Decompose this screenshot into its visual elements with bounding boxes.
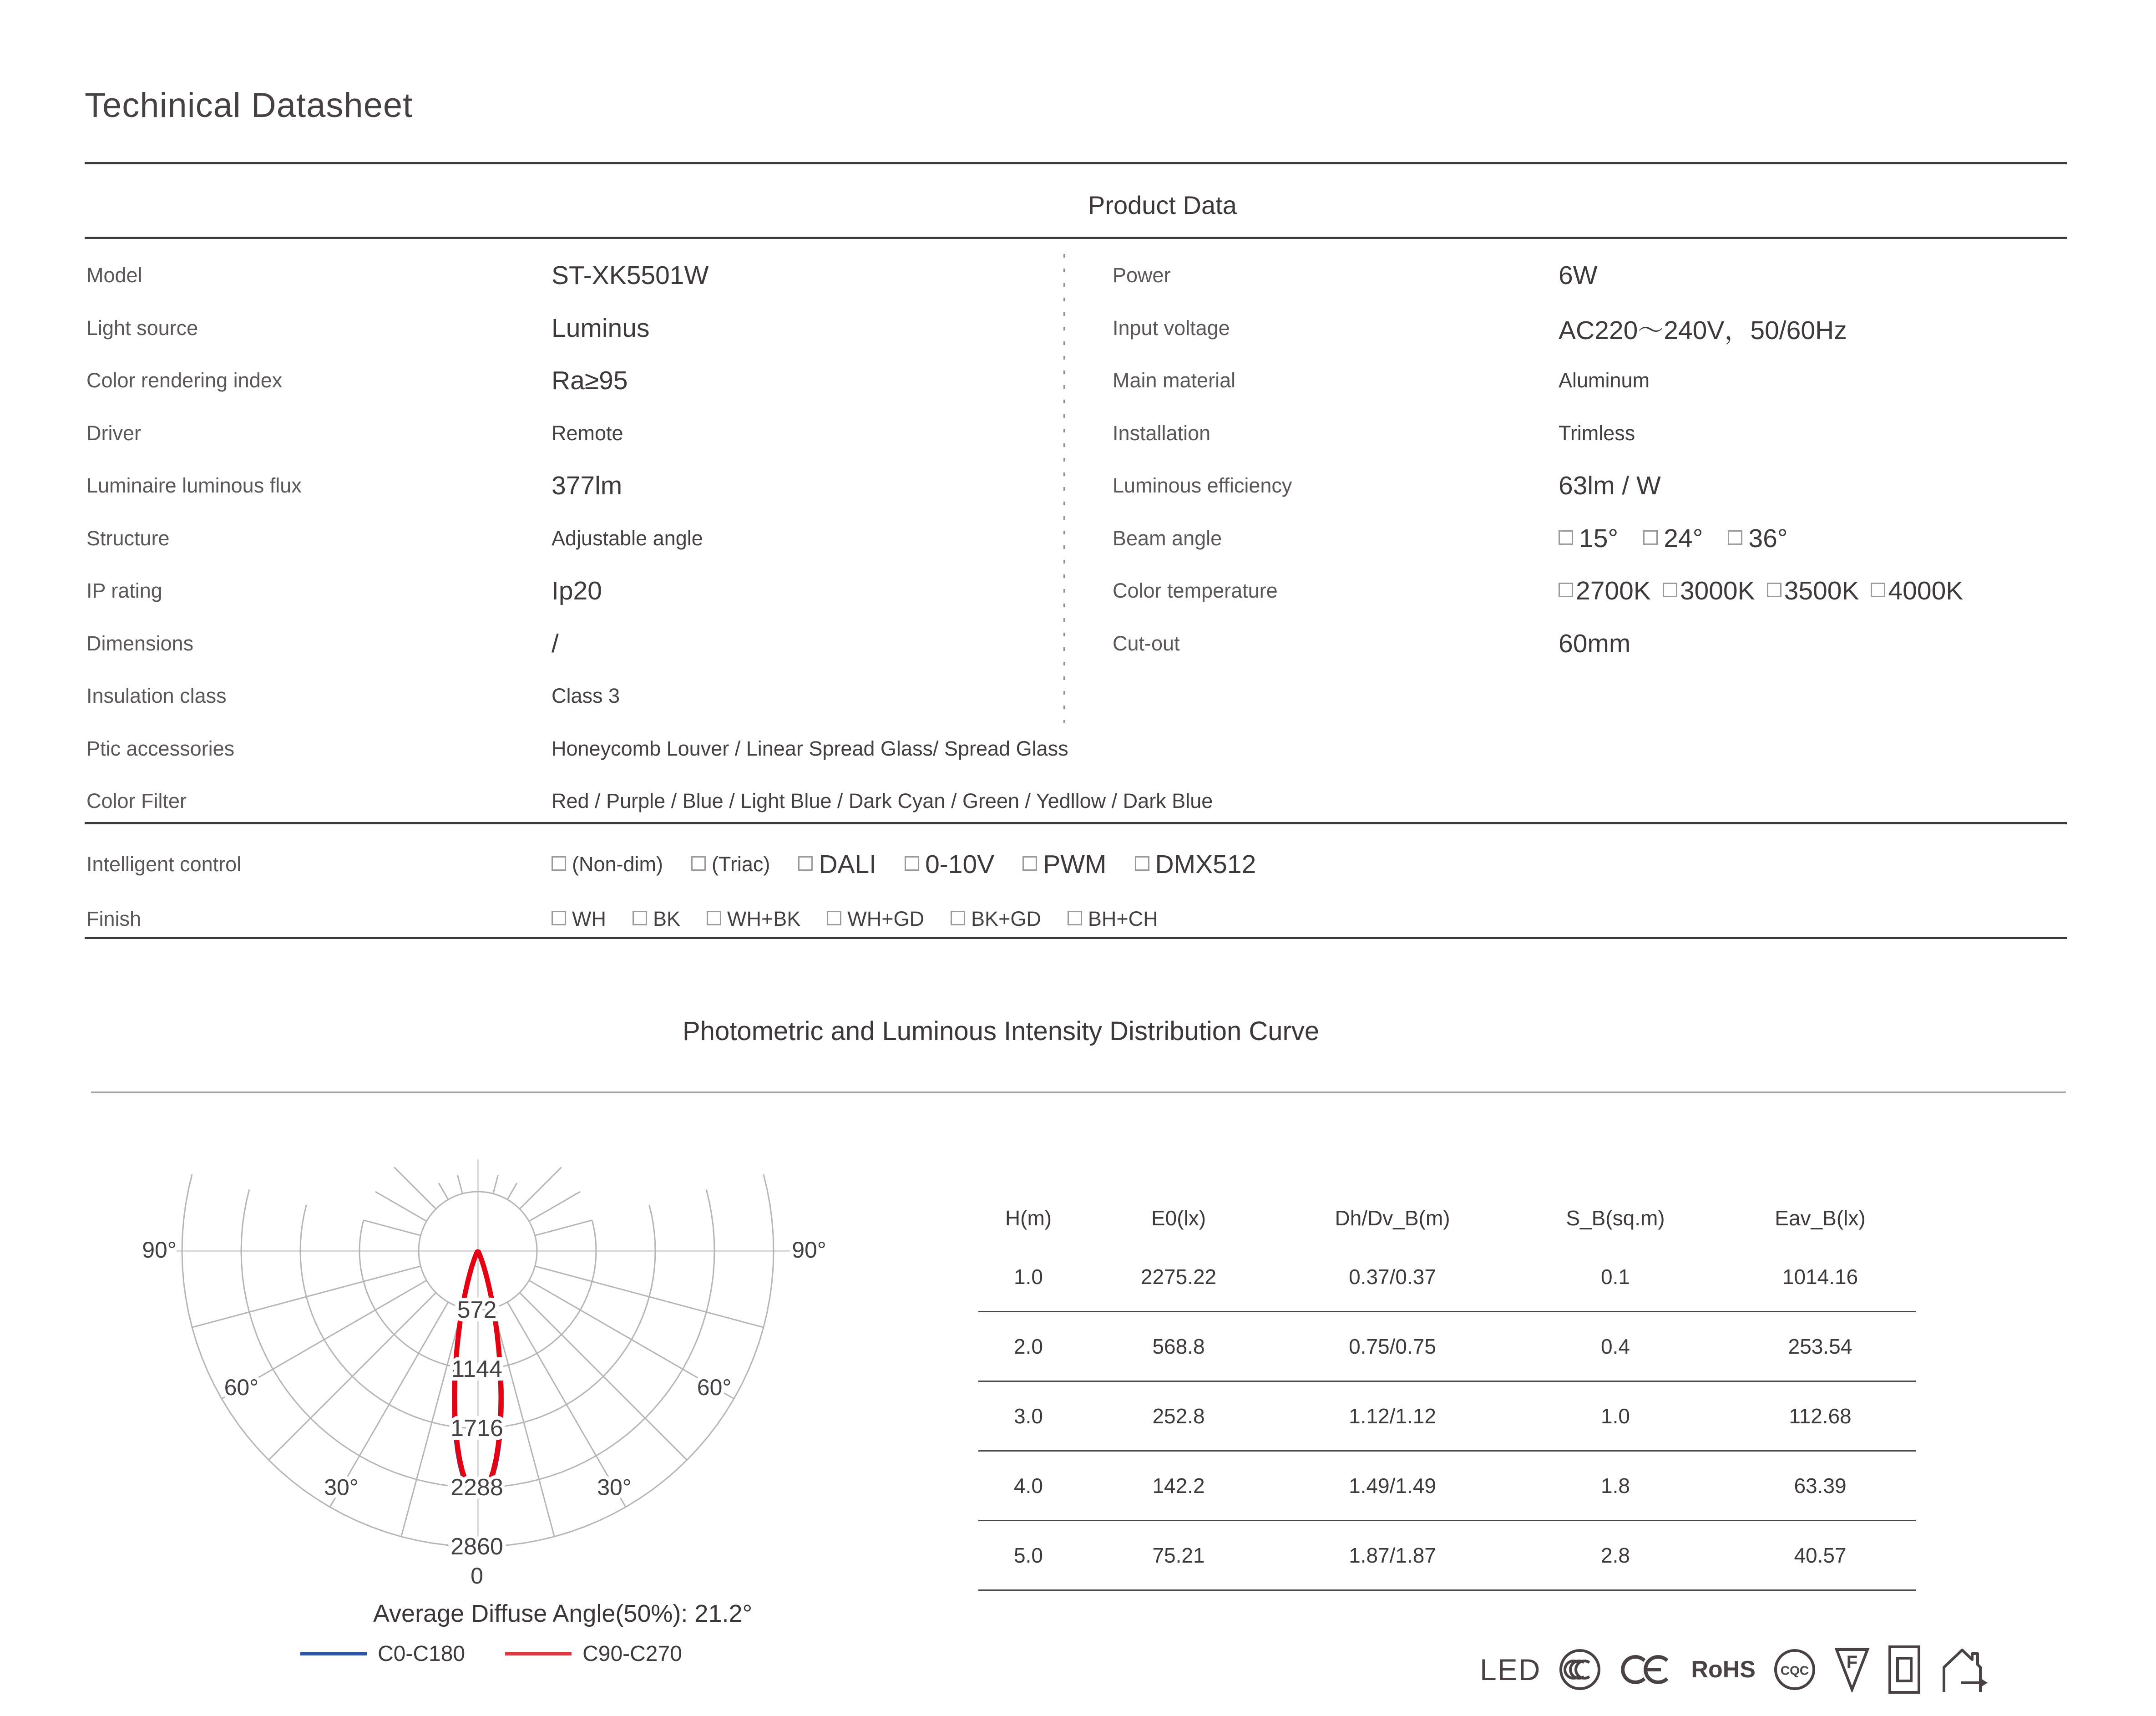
upper-spoke bbox=[375, 1192, 427, 1221]
separator-line-lower bbox=[85, 937, 2067, 939]
upper-spoke bbox=[529, 1192, 581, 1221]
spec-value-text: Luminus bbox=[552, 313, 650, 343]
cqc-mark-icon bbox=[1773, 1648, 1817, 1691]
checkbox-icon bbox=[691, 856, 706, 871]
spec-value-text: Adjustable angle bbox=[552, 526, 703, 550]
option-label: (Triac) bbox=[712, 853, 770, 876]
table-cell: 5.0 bbox=[1014, 1543, 1043, 1567]
table-cell: 2.8 bbox=[1601, 1543, 1630, 1567]
table-row bbox=[1113, 512, 1788, 565]
checkbox-option bbox=[1871, 576, 1963, 606]
option-label: 24° bbox=[1664, 523, 1703, 553]
checkbox-icon bbox=[707, 911, 721, 925]
spec-value bbox=[552, 737, 1068, 761]
table-cell: 1.0 bbox=[1014, 1265, 1043, 1289]
legend-label: C90-C270 bbox=[582, 1642, 682, 1666]
table-row bbox=[86, 354, 628, 407]
option-label: DALI bbox=[819, 850, 877, 879]
separator-line-upper bbox=[85, 822, 2067, 824]
option-label: 3500K bbox=[1784, 576, 1859, 605]
angle-label-90-left: 90° bbox=[142, 1237, 177, 1263]
table-row bbox=[978, 1521, 1916, 1591]
checkbox-icon bbox=[1643, 530, 1658, 545]
option-label: 4000K bbox=[1888, 576, 1964, 605]
upper-tick bbox=[439, 1183, 448, 1199]
table-row bbox=[978, 1312, 1916, 1382]
option-label: 0-10V bbox=[925, 850, 995, 879]
class-ii-icon bbox=[1888, 1645, 1921, 1695]
spec-label: Model bbox=[86, 264, 142, 287]
cert-item bbox=[1834, 1647, 1870, 1692]
option-label: 36° bbox=[1748, 523, 1788, 553]
spec-label: Driver bbox=[86, 421, 141, 445]
table-cell: 1014.16 bbox=[1782, 1265, 1858, 1289]
table-cell: 1.0 bbox=[1601, 1404, 1630, 1428]
spec-value-text: 63lm / W bbox=[1559, 471, 1661, 500]
table-cell: 75.21 bbox=[1152, 1543, 1205, 1567]
spec-value-text: 377lm bbox=[552, 471, 623, 500]
table-row bbox=[1113, 249, 1598, 302]
ring-value-label: 2860 bbox=[450, 1533, 503, 1560]
option-label: WH bbox=[572, 907, 606, 930]
ring-value-label: 2288 bbox=[450, 1474, 503, 1501]
table-row bbox=[86, 302, 649, 355]
spec-value bbox=[552, 907, 1158, 931]
table-cell: 568.8 bbox=[1152, 1335, 1205, 1358]
legend-line-swatch bbox=[505, 1652, 572, 1655]
checkbox-option bbox=[552, 907, 606, 931]
checkbox-icon bbox=[1135, 856, 1149, 871]
spec-value-text: Aluminum bbox=[1559, 369, 1650, 392]
polar-distribution-chart bbox=[91, 1106, 865, 1598]
rohs-text-icon: RoHS bbox=[1691, 1656, 1756, 1683]
table-cell: 0.37/0.37 bbox=[1349, 1265, 1436, 1289]
checkbox-option bbox=[951, 907, 1041, 931]
checkbox-icon bbox=[552, 856, 566, 871]
angle-label-60-right: 60° bbox=[697, 1375, 732, 1400]
ring-value-label: 1144 bbox=[451, 1356, 502, 1382]
table-cell: 2.0 bbox=[1014, 1335, 1043, 1358]
checkbox-icon bbox=[1559, 530, 1573, 545]
option-label: 2700K bbox=[1576, 576, 1651, 605]
column-header: Dh/Dv_B(m) bbox=[1335, 1206, 1450, 1230]
spec-value-text: 60mm bbox=[1559, 629, 1631, 658]
f-mark-icon bbox=[1834, 1647, 1870, 1692]
table-row bbox=[1113, 564, 1963, 617]
table-cell: 1.12/1.12 bbox=[1349, 1404, 1436, 1428]
spoke-45 bbox=[268, 1293, 436, 1460]
photometric-rule bbox=[91, 1092, 2066, 1093]
checkbox-option bbox=[1643, 523, 1703, 553]
table-cell: 0.4 bbox=[1601, 1335, 1630, 1358]
legend-item bbox=[505, 1641, 682, 1666]
spec-value-text: Honeycomb Louver / Linear Spread Glass/ Spread Glass bbox=[552, 736, 1068, 760]
chart-legend bbox=[300, 1641, 682, 1666]
option-label: BK+GD bbox=[971, 907, 1041, 930]
table-cell: 1.8 bbox=[1601, 1474, 1630, 1498]
upper-tick bbox=[507, 1183, 517, 1199]
legend-item bbox=[300, 1641, 465, 1666]
checkbox-icon bbox=[1022, 856, 1037, 871]
upper-spoke bbox=[520, 1167, 562, 1209]
ring-value-label: 572 bbox=[457, 1297, 497, 1323]
spec-value-text: Ip20 bbox=[552, 576, 602, 605]
table-cell: 1.87/1.87 bbox=[1349, 1543, 1436, 1567]
spec-label: Beam angle bbox=[1113, 526, 1222, 550]
checkbox-icon bbox=[1728, 530, 1742, 545]
product-data-heading: Product Data bbox=[1088, 191, 1237, 219]
checkbox-option bbox=[1728, 523, 1787, 553]
table-cell: 142.2 bbox=[1152, 1474, 1205, 1498]
option-label: (Non-dim) bbox=[572, 853, 663, 876]
table-cell: 112.68 bbox=[1789, 1404, 1852, 1428]
table-row bbox=[1113, 459, 1661, 512]
spec-label: Color temperature bbox=[1113, 579, 1278, 602]
table-cell: 3.0 bbox=[1014, 1404, 1043, 1428]
checkbox-option bbox=[798, 849, 876, 879]
spec-label: Ptic accessories bbox=[86, 736, 235, 760]
spec-value-text: AC220～240V，50/60Hz bbox=[1559, 315, 1847, 345]
average-diffuse-angle-note: Average Diffuse Angle(50%): 21.2° bbox=[373, 1600, 753, 1627]
checkbox-icon bbox=[1767, 583, 1781, 597]
table-cell: 253.54 bbox=[1788, 1335, 1852, 1358]
spec-label: Input voltage bbox=[1113, 316, 1230, 340]
checkbox-icon bbox=[552, 911, 566, 925]
checkbox-icon bbox=[1559, 583, 1573, 597]
option-label: DMX512 bbox=[1155, 850, 1256, 879]
table-cell: 4.0 bbox=[1014, 1474, 1043, 1498]
spec-label: Cut-out bbox=[1113, 631, 1180, 655]
spec-value-text: Trimless bbox=[1559, 421, 1635, 445]
column-header: H(m) bbox=[1005, 1206, 1052, 1230]
checkbox-icon bbox=[633, 911, 647, 925]
spec-label: Luminaire luminous flux bbox=[86, 474, 302, 497]
cert-item bbox=[1619, 1648, 1674, 1691]
spec-value bbox=[552, 366, 628, 396]
table-row bbox=[86, 407, 623, 460]
option-label: PWM bbox=[1043, 850, 1107, 879]
spec-value-text: ST-XK5501W bbox=[552, 261, 709, 290]
spoke-45 bbox=[520, 1293, 687, 1460]
table-row bbox=[86, 670, 620, 722]
table-cell: 0.75/0.75 bbox=[1349, 1335, 1436, 1358]
led-text-icon: LED bbox=[1480, 1653, 1541, 1686]
spec-value bbox=[552, 471, 622, 501]
table-row bbox=[978, 1382, 1916, 1452]
spec-value bbox=[552, 629, 559, 659]
spec-value bbox=[1559, 369, 1650, 392]
option-label: 3000K bbox=[1680, 576, 1755, 605]
spoke-75 bbox=[535, 1266, 764, 1328]
product-header-rule bbox=[85, 237, 2067, 239]
table-row bbox=[1113, 617, 1630, 670]
checkbox-icon bbox=[1663, 583, 1677, 597]
spec-value-text: Red / Purple / Blue / Light Blue / Dark Cyan / Green / Yedllow / Dark Blue bbox=[552, 789, 1213, 812]
option-label: WH+BK bbox=[727, 907, 801, 930]
photometric-heading: Photometric and Luminous Intensity Distribution Curve bbox=[683, 1016, 1320, 1046]
upper-tick bbox=[457, 1175, 462, 1194]
ce-mark-icon bbox=[1619, 1648, 1674, 1691]
checkbox-icon bbox=[951, 911, 965, 925]
spec-label: Finish bbox=[86, 907, 142, 930]
spoke-75 bbox=[192, 1266, 420, 1328]
spec-label: Light source bbox=[86, 316, 198, 340]
angle-label-0: 0 bbox=[471, 1563, 483, 1589]
checkbox-option bbox=[1767, 576, 1859, 606]
table-row bbox=[978, 1243, 1916, 1312]
table-row bbox=[86, 564, 602, 617]
table-cell: 0.1 bbox=[1601, 1265, 1630, 1289]
spec-value bbox=[552, 849, 1256, 879]
legend-label: C0-C180 bbox=[378, 1642, 466, 1666]
angle-label-30-right: 30° bbox=[597, 1474, 632, 1500]
table-row bbox=[86, 512, 703, 565]
spec-value-text: 6W bbox=[1559, 261, 1598, 290]
ccc-mark-icon bbox=[1558, 1648, 1602, 1691]
title-underline bbox=[85, 162, 2067, 164]
table-header-row bbox=[978, 1193, 1916, 1243]
table-row bbox=[1113, 302, 1847, 355]
upper-spoke bbox=[364, 1220, 421, 1236]
checkbox-option bbox=[905, 849, 994, 879]
checkbox-option bbox=[691, 853, 770, 876]
spec-value-text: / bbox=[552, 629, 559, 658]
column-divider-dotted bbox=[1063, 254, 1065, 723]
spec-value-text: Ra≥95 bbox=[552, 366, 628, 395]
table-row bbox=[1113, 354, 1650, 407]
photometric-data-table bbox=[978, 1193, 1916, 1591]
table-cell: 40.57 bbox=[1794, 1543, 1847, 1567]
spec-label: Dimensions bbox=[86, 631, 194, 655]
spec-value bbox=[552, 684, 620, 708]
checkbox-icon bbox=[1068, 911, 1082, 925]
checkbox-option bbox=[1559, 523, 1618, 553]
spec-value bbox=[1559, 471, 1661, 501]
spec-label: IP rating bbox=[86, 579, 162, 602]
angle-label-90-right: 90° bbox=[792, 1237, 826, 1263]
checkbox-icon bbox=[1871, 583, 1885, 597]
option-label: BH+CH bbox=[1088, 907, 1158, 930]
option-label: BK bbox=[653, 907, 681, 930]
cert-item bbox=[1558, 1648, 1602, 1691]
table-cell: 63.39 bbox=[1794, 1474, 1847, 1498]
spec-value bbox=[1559, 310, 1847, 347]
legend-line-swatch bbox=[300, 1652, 367, 1655]
table-row bbox=[1113, 407, 1635, 460]
upper-tick bbox=[493, 1175, 498, 1194]
svg-text:CQC: CQC bbox=[1780, 1663, 1809, 1678]
spec-label: Installation bbox=[1113, 421, 1211, 445]
table-cell: 252.8 bbox=[1152, 1404, 1205, 1428]
certification-icons-row bbox=[1480, 1642, 1989, 1697]
column-header: E0(lx) bbox=[1151, 1206, 1206, 1230]
checkbox-option bbox=[1663, 576, 1755, 606]
column-header: S_B(sq.m) bbox=[1566, 1206, 1665, 1230]
checkbox-icon bbox=[798, 856, 813, 871]
checkbox-option bbox=[827, 907, 924, 931]
ring-value-label: 1716 bbox=[450, 1415, 503, 1442]
checkbox-option bbox=[707, 907, 800, 931]
checkbox-option bbox=[552, 853, 663, 876]
spec-label: Insulation class bbox=[86, 684, 227, 707]
column-header: Eav_B(lx) bbox=[1775, 1206, 1866, 1230]
spec-value bbox=[1559, 260, 1598, 290]
table-cell: 1.49/1.49 bbox=[1349, 1474, 1436, 1498]
upper-spoke bbox=[394, 1167, 436, 1209]
spec-value bbox=[1559, 576, 1963, 606]
spec-value bbox=[552, 421, 623, 445]
angle-label-60-left: 60° bbox=[224, 1375, 259, 1400]
cert-item bbox=[1773, 1648, 1817, 1691]
checkbox-option bbox=[633, 907, 680, 931]
checkbox-icon bbox=[905, 856, 919, 871]
checkbox-option bbox=[1068, 907, 1158, 931]
spec-label: Intelligent control bbox=[86, 853, 242, 876]
spec-value bbox=[552, 260, 709, 290]
table-row bbox=[86, 775, 1213, 828]
spec-label: Main material bbox=[1113, 369, 1236, 392]
option-label: 15° bbox=[1579, 523, 1619, 553]
checkbox-option bbox=[1022, 849, 1106, 879]
svg-text:F: F bbox=[1846, 1652, 1858, 1672]
upper-spoke bbox=[535, 1220, 592, 1236]
spec-value bbox=[1559, 629, 1630, 659]
angle-label-30-left: 30° bbox=[324, 1474, 359, 1500]
intelligent-control-row bbox=[86, 838, 1256, 891]
spec-value bbox=[552, 576, 602, 606]
spec-value bbox=[1559, 523, 1788, 553]
option-label: WH+GD bbox=[847, 907, 925, 930]
spec-value bbox=[552, 313, 649, 343]
spec-label: Color Filter bbox=[86, 789, 187, 812]
table-row bbox=[978, 1452, 1916, 1521]
spec-value bbox=[552, 527, 703, 550]
table-row bbox=[86, 722, 1068, 775]
table-row bbox=[86, 249, 709, 302]
page-title: Techinical Datasheet bbox=[85, 86, 413, 125]
table-cell: 2275.22 bbox=[1140, 1265, 1217, 1289]
spec-label: Power bbox=[1113, 264, 1171, 287]
recessed-luminaire-icon bbox=[1938, 1645, 1989, 1695]
spec-value bbox=[1559, 421, 1635, 445]
spec-label: Color rendering index bbox=[86, 369, 283, 392]
spec-value-text: Remote bbox=[552, 421, 623, 445]
spec-value bbox=[552, 789, 1213, 813]
cert-item bbox=[1888, 1645, 1921, 1695]
checkbox-icon bbox=[827, 911, 841, 925]
table-row bbox=[86, 459, 622, 512]
checkbox-option bbox=[1135, 849, 1256, 879]
checkbox-option bbox=[1559, 576, 1651, 606]
cert-item bbox=[1938, 1645, 1989, 1695]
spec-label: Luminous efficiency bbox=[1113, 474, 1292, 497]
spec-value-text: Class 3 bbox=[552, 684, 620, 707]
table-row bbox=[86, 617, 559, 670]
spec-label: Structure bbox=[86, 526, 170, 550]
